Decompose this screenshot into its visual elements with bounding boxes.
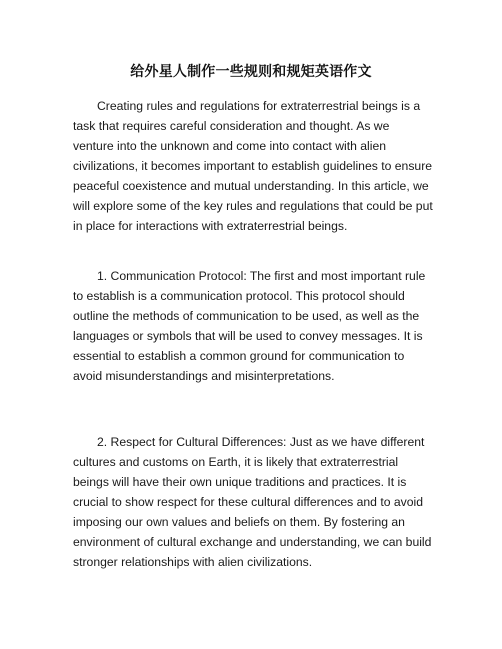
paragraph-intro: Creating rules and regulations for extraterrestrial beings is a task that requires careful consideration and thought. As we venture into the unknown and come into contact with alien civilizations, it becomes important to establish guidelines to ensure peaceful coexistence and mutual understanding. In this article, we will explore some of the key rules and regulations that could be put in place for interactions with extraterrestrial beings. xyxy=(73,99,433,233)
paragraph-cultural-differences: 2. Respect for Cultural Differences: Just as we have different cultures and customs on Earth, it is likely that extraterrestrial beings will have their own unique traditions and practices. It is crucial to show respect for these cultural differences and to avoid imposing our own values and beliefs on them. By fostering an environment of cultural exchange and understanding, we can build stronger relationships with alien civilizations. xyxy=(73,435,432,569)
paragraph-communication-protocol: 1. Communication Protocol: The first and most important rule to establish is a communication protocol. This protocol should outline the methods of communication to be used, as well as the languages or symbols that will be used to convey messages. It is essential to establish a common ground for communication to avoid misunderstandings and misinterpretations. xyxy=(73,269,426,383)
document-title: 给外星人制作一些规则和规矩英语作文 xyxy=(130,64,372,80)
